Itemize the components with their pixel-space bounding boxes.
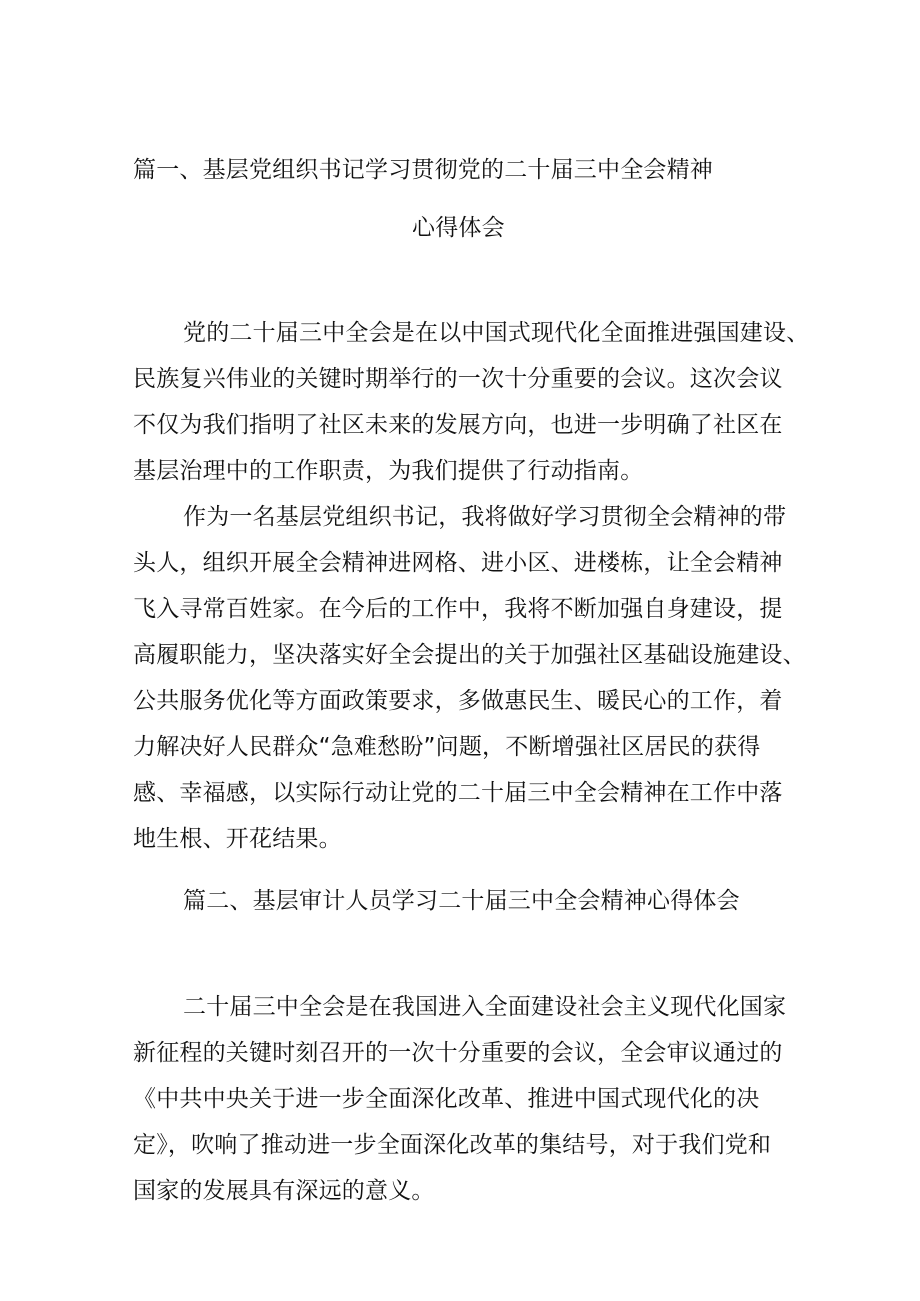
section2-paragraph1-line: 定》，吹响了推动进一步全面深化改革的集结号，对于我们党和 bbox=[133, 1132, 772, 1158]
section1-paragraph2-line: 感、幸福感，以实际行动让党的二十届三中全会精神在工作中落 bbox=[133, 780, 783, 806]
section1-paragraph2-line: 力解决好人民群众“急难愁盼”问题，不断增强社区居民的获得 bbox=[133, 734, 761, 760]
section1-paragraph2-line: 高履职能力，坚决落实好全会提出的关于加强社区基础设施建设、 bbox=[133, 642, 806, 668]
section2-paragraph1-line: 二十届三中全会是在我国进入全面建设社会主义现代化国家 bbox=[183, 994, 787, 1020]
section2-paragraph1-line: 新征程的关键时刻召开的一次十分重要的会议，全会审议通过的 bbox=[133, 1040, 783, 1066]
section2-title: 篇二、基层审计人员学习二十届三中全会精神心得体会 bbox=[183, 888, 740, 914]
section1-title-line1: 篇一、基层党组织书记学习贯彻党的二十届三中全会精神 bbox=[133, 157, 713, 183]
section1-paragraph1-line: 民族复兴伟业的关键时期举行的一次十分重要的会议。这次会议 bbox=[133, 366, 783, 392]
section1-paragraph1-line: 基层治理中的工作职责，为我们提供了行动指南。 bbox=[133, 458, 644, 484]
section1-paragraph2-line: 头人，组织开展全会精神进网格、进小区、进楼栋，让全会精神 bbox=[133, 550, 783, 576]
section1-paragraph2-line: 作为一名基层党组织书记，我将做好学习贯彻全会精神的带 bbox=[183, 504, 787, 530]
section1-paragraph2-line: 公共服务优化等方面政策要求，多做惠民生、暖民心的工作，着 bbox=[133, 688, 783, 714]
section1-title-line2: 心得体会 bbox=[412, 215, 505, 241]
section1-paragraph1-line: 党的二十届三中全会是在以中国式现代化全面推进强国建设、 bbox=[183, 320, 810, 346]
section1-paragraph1-line: 不仅为我们指明了社区未来的发展方向，也进一步明确了社区在 bbox=[133, 412, 783, 438]
section1-paragraph2-line: 地生根、开花结果。 bbox=[133, 826, 342, 852]
section2-paragraph1-line: 国家的发展具有深远的意义。 bbox=[133, 1178, 435, 1204]
section2-paragraph1-line: 《中共中央关于进一步全面深化改革、推进中国式现代化的决 bbox=[133, 1086, 760, 1112]
section1-paragraph2-line: 飞入寻常百姓家。在今后的工作中，我将不断加强自身建设，提 bbox=[133, 596, 783, 622]
